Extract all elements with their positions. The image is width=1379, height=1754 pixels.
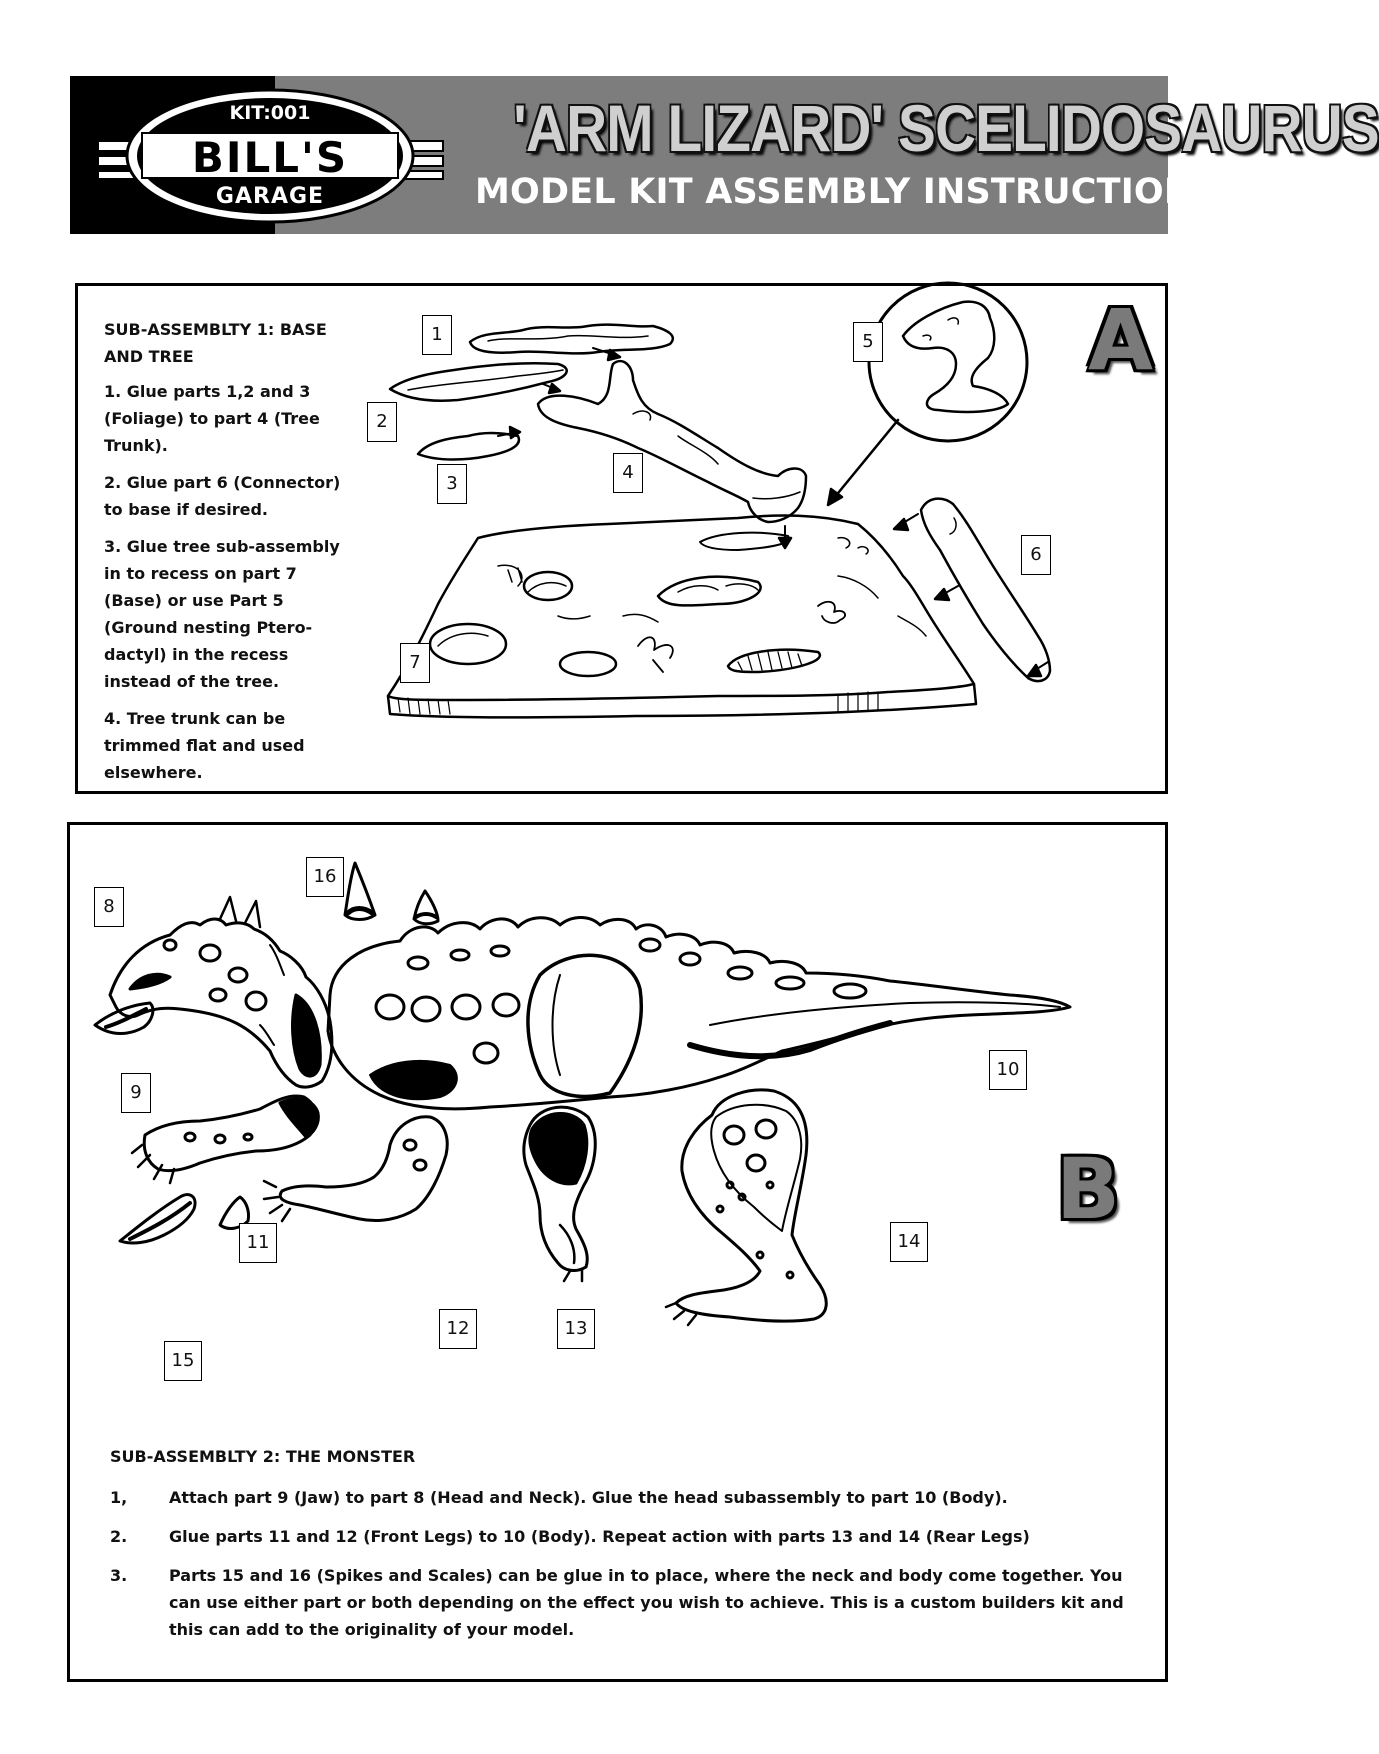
foliage-part-2: [390, 363, 567, 400]
section-b-heading: SUB-ASSEMBLTY 2: THE MONSTER: [110, 1447, 416, 1466]
section-b-step-2: [110, 1523, 1140, 1550]
svg-text:KIT:001: KIT:001: [229, 102, 311, 124]
part-label-9: 9: [121, 1073, 151, 1113]
section-a-heading: SUB-ASSEMBLTY 1: BASE AND TREE: [104, 320, 327, 366]
section-a-letter: A: [1088, 291, 1154, 389]
section-b-step-1: [110, 1484, 1140, 1511]
part-label-2: 2: [367, 402, 397, 442]
step-number: 1,: [110, 1488, 128, 1507]
svg-text:BILL'S: BILL'S: [191, 133, 349, 182]
step-text: Attach part 9 (Jaw) to part 8 (Head and Neck). Glue the head subassembly to part 10 (Body).: [169, 1488, 1008, 1507]
section-a-step-4: 4. Tree trunk can be trimmed flat and used elsewhere.: [104, 709, 305, 782]
section-a-step-3: 3. Glue tree sub-assembly in to recess on part 7 (Base) or use Part 5 (Ground nesting Ptero-dactyl) in the recess instead of the tree.: [104, 537, 340, 691]
section-b-instructions: [110, 1443, 1140, 1655]
step-text: Parts 15 and 16 (Spikes and Scales) can be glue in to place, where the neck and body come together. You can use either part or both depending on the effect you wish to achieve. This is a custom builders kit and this can add to the originality of your model.: [169, 1566, 1124, 1639]
kit-subtitle: MODEL KIT ASSEMBLY INSTRUCTIONS: [475, 172, 1219, 212]
base-and-tree-illustration: [78, 286, 1171, 797]
part-label-12: 12: [439, 1309, 477, 1349]
base-part-7: [388, 516, 974, 700]
step-number: 3.: [110, 1566, 128, 1585]
part-label-3: 3: [437, 464, 467, 504]
part-label-6: 6: [1021, 535, 1051, 575]
part-label-14: 14: [890, 1222, 928, 1262]
part-label-15: 15: [164, 1341, 202, 1381]
connector-part-6: [921, 499, 1050, 681]
section-b-panel: [67, 822, 1168, 1682]
svg-text:GARAGE: GARAGE: [215, 184, 325, 209]
foliage-part-3: [418, 433, 519, 460]
tree-trunk-part-4: [538, 361, 806, 522]
part-label-7: 7: [400, 643, 430, 683]
part-label-11: 11: [239, 1223, 277, 1263]
part-label-5: 5: [853, 322, 883, 362]
bills-garage-logo: [98, 86, 443, 226]
section-b-step-3: [110, 1562, 1140, 1643]
section-b-letter: B: [1056, 1140, 1121, 1238]
part-label-16: 16: [306, 857, 344, 897]
part-label-8: 8: [94, 887, 124, 927]
section-a-step-2: 2. Glue part 6 (Connector) to base if desired.: [104, 473, 341, 519]
monster-parts-illustration: [70, 825, 1171, 1425]
spike-part-16b: [414, 891, 438, 924]
part-label-10: 10: [989, 1050, 1027, 1090]
header-banner: [70, 76, 1379, 234]
section-a-step-1: 1. Glue parts 1,2 and 3 (Foliage) to part 4 (Tree Trunk).: [104, 382, 320, 455]
part-label-1: 1: [422, 315, 452, 355]
step-number: 2.: [110, 1527, 128, 1546]
spike-part-15a: [120, 1195, 195, 1243]
part-label-13: 13: [557, 1309, 595, 1349]
part-label-4: 4: [613, 453, 643, 493]
section-a-panel: [75, 283, 1168, 794]
step-text: Glue parts 11 and 12 (Front Legs) to 10 (Body). Repeat action with parts 13 and 14 (Rear Legs): [169, 1527, 1030, 1546]
kit-title: 'ARM LIZARD' SCELIDOSAURUS: [513, 91, 1379, 165]
